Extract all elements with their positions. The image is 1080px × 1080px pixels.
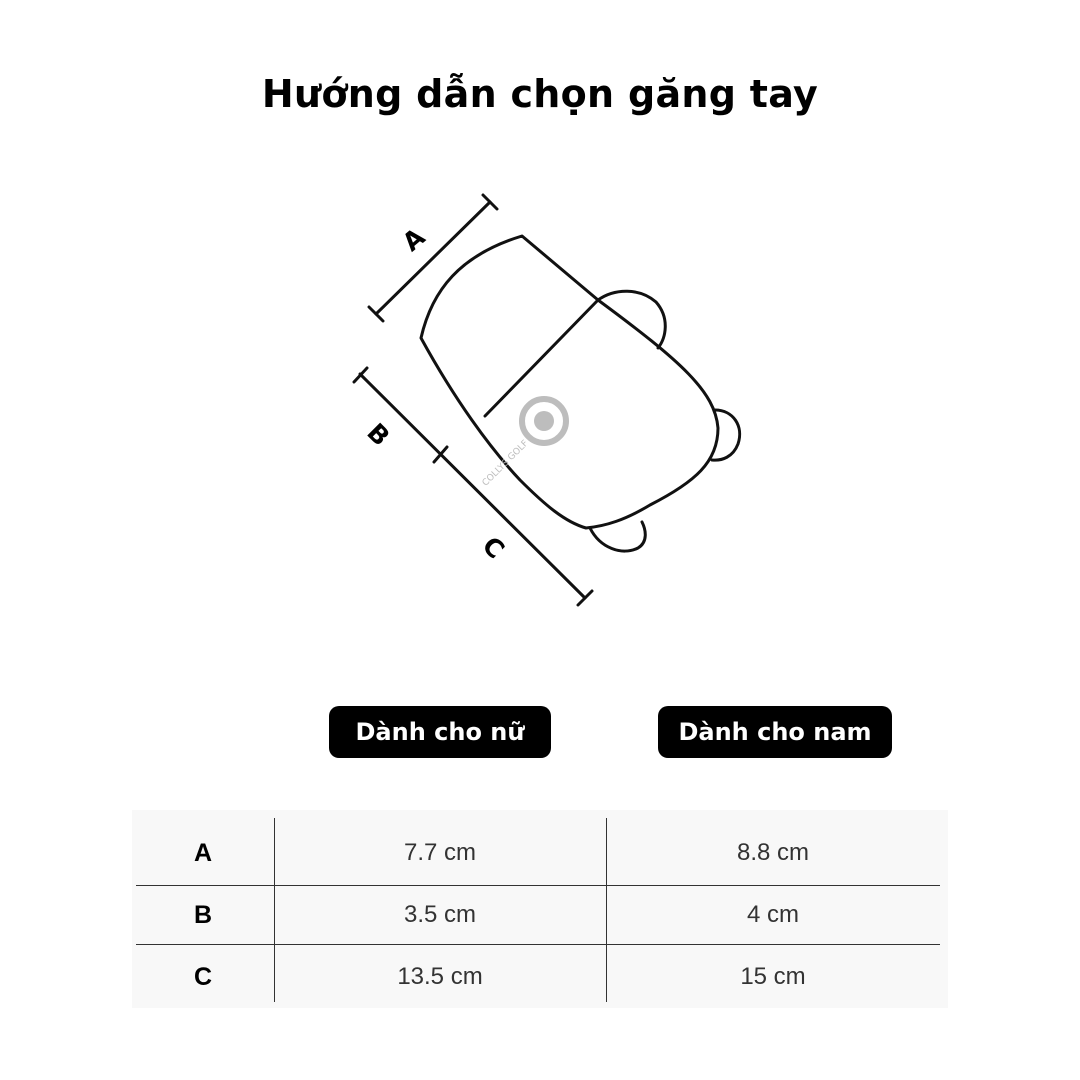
- table-row-a: [132, 822, 948, 884]
- women-value-b: 3.5 cm: [403, 901, 477, 928]
- men-value-b: 4 cm: [746, 901, 799, 928]
- row-label-a: A: [193, 838, 213, 867]
- table-row-b: [132, 884, 948, 946]
- women-value-a: 7.7 cm: [403, 839, 477, 866]
- glove-top-bump: [598, 291, 665, 348]
- women-value-c: 13.5 cm: [397, 963, 483, 990]
- brand-logo: [481, 399, 566, 489]
- men-value-c: 15 cm: [740, 963, 806, 990]
- column-divider: [274, 818, 275, 1002]
- men-value-a: 8.8 cm: [736, 839, 810, 866]
- men-column-header: Dành cho nam: [658, 706, 892, 758]
- dimension-label-c: C: [476, 530, 511, 565]
- page-title: Hướng dẫn chọn găng tay: [261, 72, 819, 116]
- size-table: [132, 810, 948, 1008]
- dimension-label-a: A: [396, 222, 431, 257]
- table-row-c: [132, 946, 948, 1008]
- women-column-header: Dành cho nữ: [329, 706, 551, 758]
- logo-text: COLLYS GOLF: [480, 438, 531, 489]
- row-label-b: B: [193, 900, 213, 929]
- glove-outline: [421, 236, 718, 528]
- dimension-line-bc: [360, 374, 585, 598]
- dimension-label-b: B: [361, 417, 396, 452]
- row-label-c: C: [193, 962, 213, 991]
- row-divider: [136, 944, 940, 945]
- column-divider: [606, 818, 607, 1002]
